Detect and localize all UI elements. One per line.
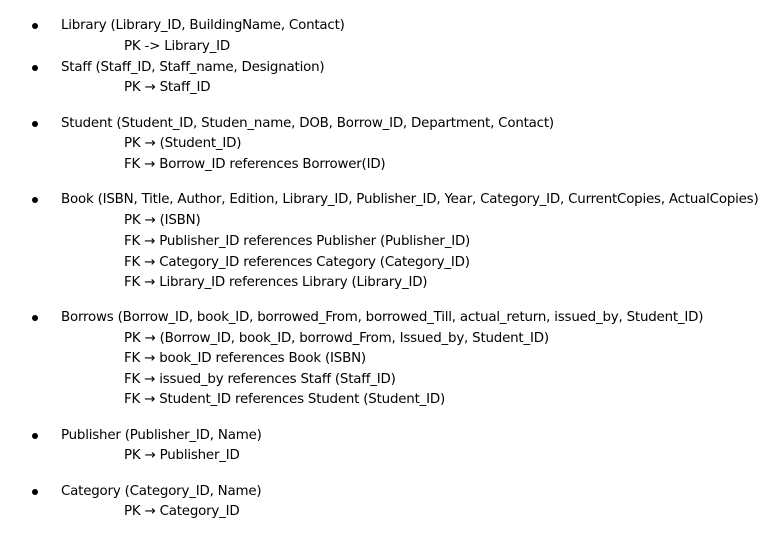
entity-heading-library: Library (Library_ID, BuildingName, Contact) <box>61 18 345 33</box>
key-line: FK → Borrow_ID references Borrower(ID) <box>124 157 386 172</box>
bullet-icon <box>32 121 38 127</box>
key-line: FK → issued_by references Staff (Staff_ID) <box>124 372 396 387</box>
entity-heading-student: Student (Student_ID, Studen_name, DOB, Borrow_ID, Department, Contact) <box>61 116 554 131</box>
key-line: PK → (Student_ID) <box>124 136 242 151</box>
key-line: PK → Publisher_ID <box>124 448 240 463</box>
entity-heading-book: Book (ISBN, Title, Author, Edition, Library_ID, Publisher_ID, Year, Category_ID, CurrentCopies, ActualCopies) <box>61 192 759 207</box>
entity-heading-staff: Staff (Staff_ID, Staff_name, Designation) <box>61 60 325 75</box>
key-line: PK → Category_ID <box>124 504 240 519</box>
entity-heading-borrows: Borrows (Borrow_ID, book_ID, borrowed_From, borrowed_Till, actual_return, issued_by, Student_ID) <box>61 310 704 325</box>
key-line: PK -> Library_ID <box>124 39 230 54</box>
bullet-icon <box>32 197 38 203</box>
key-line: FK → Student_ID references Student (Student_ID) <box>124 392 445 407</box>
key-line: PK → (Borrow_ID, book_ID, borrowd_From, Issued_by, Student_ID) <box>124 331 549 346</box>
key-line: PK → Staff_ID <box>124 80 211 95</box>
bullet-icon <box>32 315 38 321</box>
key-line: FK → Publisher_ID references Publisher (Publisher_ID) <box>124 234 471 249</box>
key-line: FK → Category_ID references Category (Category_ID) <box>124 255 470 270</box>
bullet-icon <box>32 23 38 29</box>
entity-heading-publisher: Publisher (Publisher_ID, Name) <box>61 428 262 443</box>
key-line: FK → book_ID references Book (ISBN) <box>124 351 366 366</box>
bullet-icon <box>32 489 38 495</box>
bullet-icon <box>32 65 38 71</box>
entity-heading-category: Category (Category_ID, Name) <box>61 484 262 499</box>
bullet-icon <box>32 433 38 439</box>
key-line: PK → (ISBN) <box>124 213 201 228</box>
key-line: FK → Library_ID references Library (Library_ID) <box>124 275 428 290</box>
